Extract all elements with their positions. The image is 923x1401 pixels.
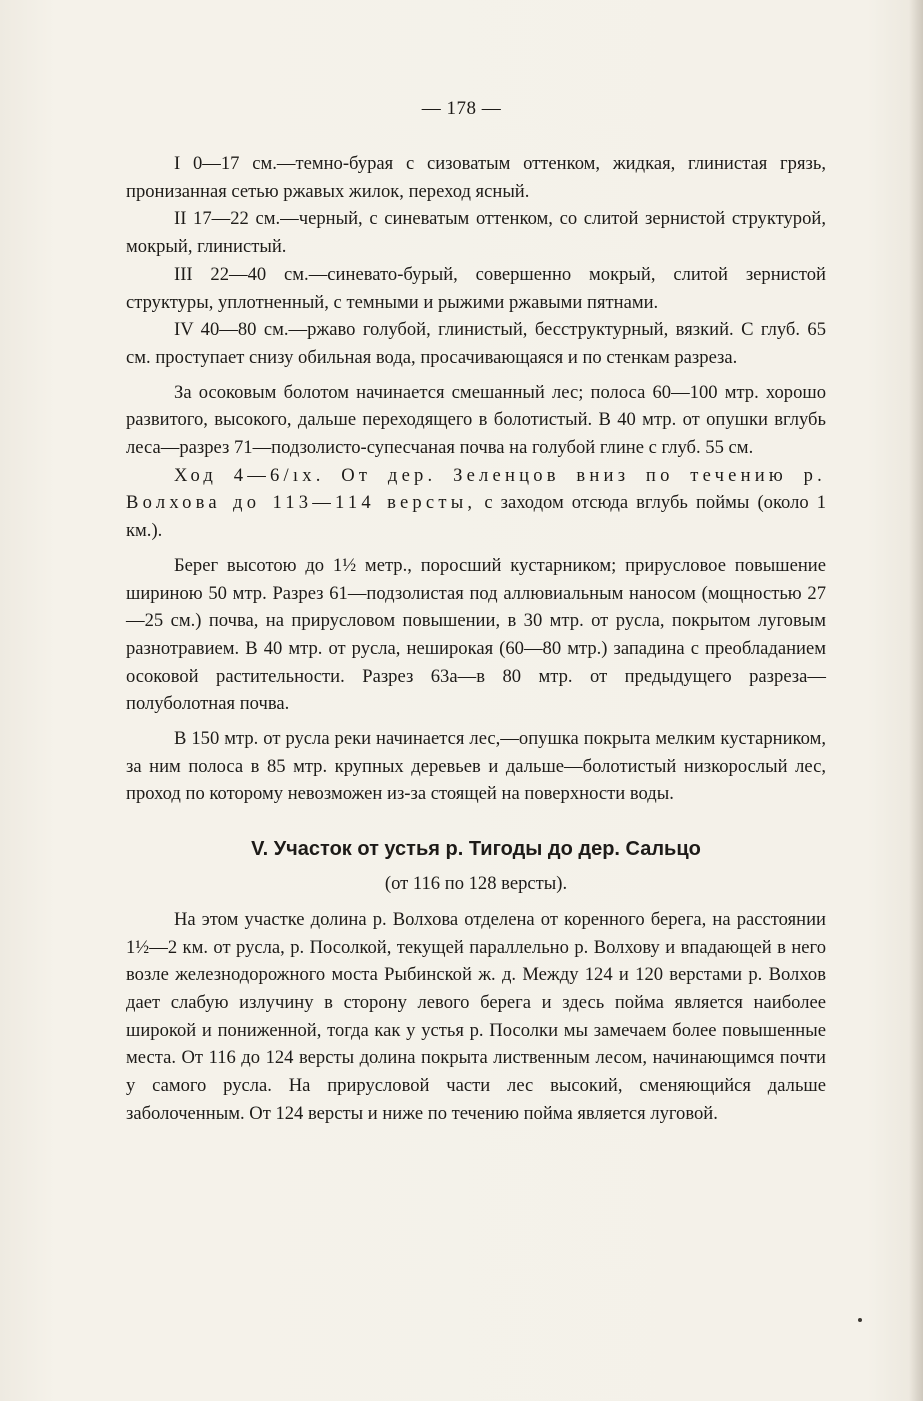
route-normal-text: с заходом отсюда вглубь поймы (около 1 км.). — [126, 492, 827, 542]
page-edge-shadow — [909, 0, 923, 1401]
route-spaced-text: Ход 4—6/ıx. От дер. Зеленцов вниз по течению р. Волхова до 113—114 версты, — [126, 464, 826, 514]
paragraph-horizon-2: II 17—22 см.—черный, с синеватым оттенком, со слитой зернистой структурой, мокрый, глинистый. — [126, 208, 826, 258]
paragraph-horizon-3: III 22—40 см.—синевато-бурый, совершенно мокрый, слитой зернистой структуры, уплотненный, с темными и рыжими ржавыми пятнами. — [126, 263, 826, 313]
paragraph-horizon-1: I 0—17 см.—темно-бурая с сизоватым оттенком, жидкая, глинистая грязь, пронизанная сетью ржавых жилок, переход ясный. — [126, 153, 826, 202]
paragraph-route — [126, 462, 826, 545]
scan-speck — [858, 1318, 862, 1322]
paragraph-closing: На этом участке долина р. Волхова отделена от коренного берега, на расстоянии 1½—2 км. от русла, р. Посолкой, текущей параллельно р. Волхову и впадающей в него возле железнодорожного моста Рыбинской ж. д. Между 124 и 120 верстами р. Волхов дает слабую излучину в сторону левого берега и здесь пойма является наиболее широкой и пониженной, тогда как у устья р. Посолки мы замечаем более повышенные места. От 116 до 124 версты долина покрыта лиственным лесом, начинающимся почти у самого русла. На прирусловой части лес высокий, сменяющийся дальше заболоченным. От 124 версты и ниже по течению пойма является луговой. — [126, 908, 826, 1124]
section-subheading: (от 116 по 128 версты). — [384, 873, 568, 895]
paragraph-forest: За осоковым болотом начинается смешанный лес; полоса 60—100 мтр. хорошо развитого, высокого, дальше переходящего в болотистый. В 40 мтр. от опушки вглубь леса—разрез 71—подзолисто-супесчаная почва на голубой глине с глуб. 55 см. — [126, 381, 826, 459]
section-heading: V. Участок от устья р. Тигоды до дер. Сальцо — [251, 838, 701, 861]
paragraph-bank: Берег высотою до 1½ метр., поросший кустарником; прирусловое повышение шириною 50 мтр. Разрез 61—подзолистая под аллювиальным наносом (мощностью 27—25 см.) почва, на прирусловом повышении, в 30 мтр. от русла, покрытом луговым разнотравием. В 40 мтр. от русла, неширокая (60—80 мтр.) западина с преобладанием осоковой растительности. Разрез 63а—в 80 мтр. от предыдущего разреза—полуболотная почва. — [126, 554, 826, 715]
body-text — [126, 150, 826, 1128]
page-number: — 178 — — [421, 98, 502, 119]
paragraph-horizon-4: IV 40—80 см.—ржаво голубой, глинистый, бесструктурный, вязкий. С глуб. 65 см. проступает снизу обильная вода, просачивающаяся и по стенкам разреза. — [126, 319, 826, 368]
paragraph-river: В 150 мтр. от русла реки начинается лес,—опушка покрыта мелким кустарником, за ним полоса в 85 мтр. крупных деревьев и дальше—болотистый низкорослый лес, проход по которому невозможен из-за стоящей на поверхности воды. — [126, 728, 826, 805]
